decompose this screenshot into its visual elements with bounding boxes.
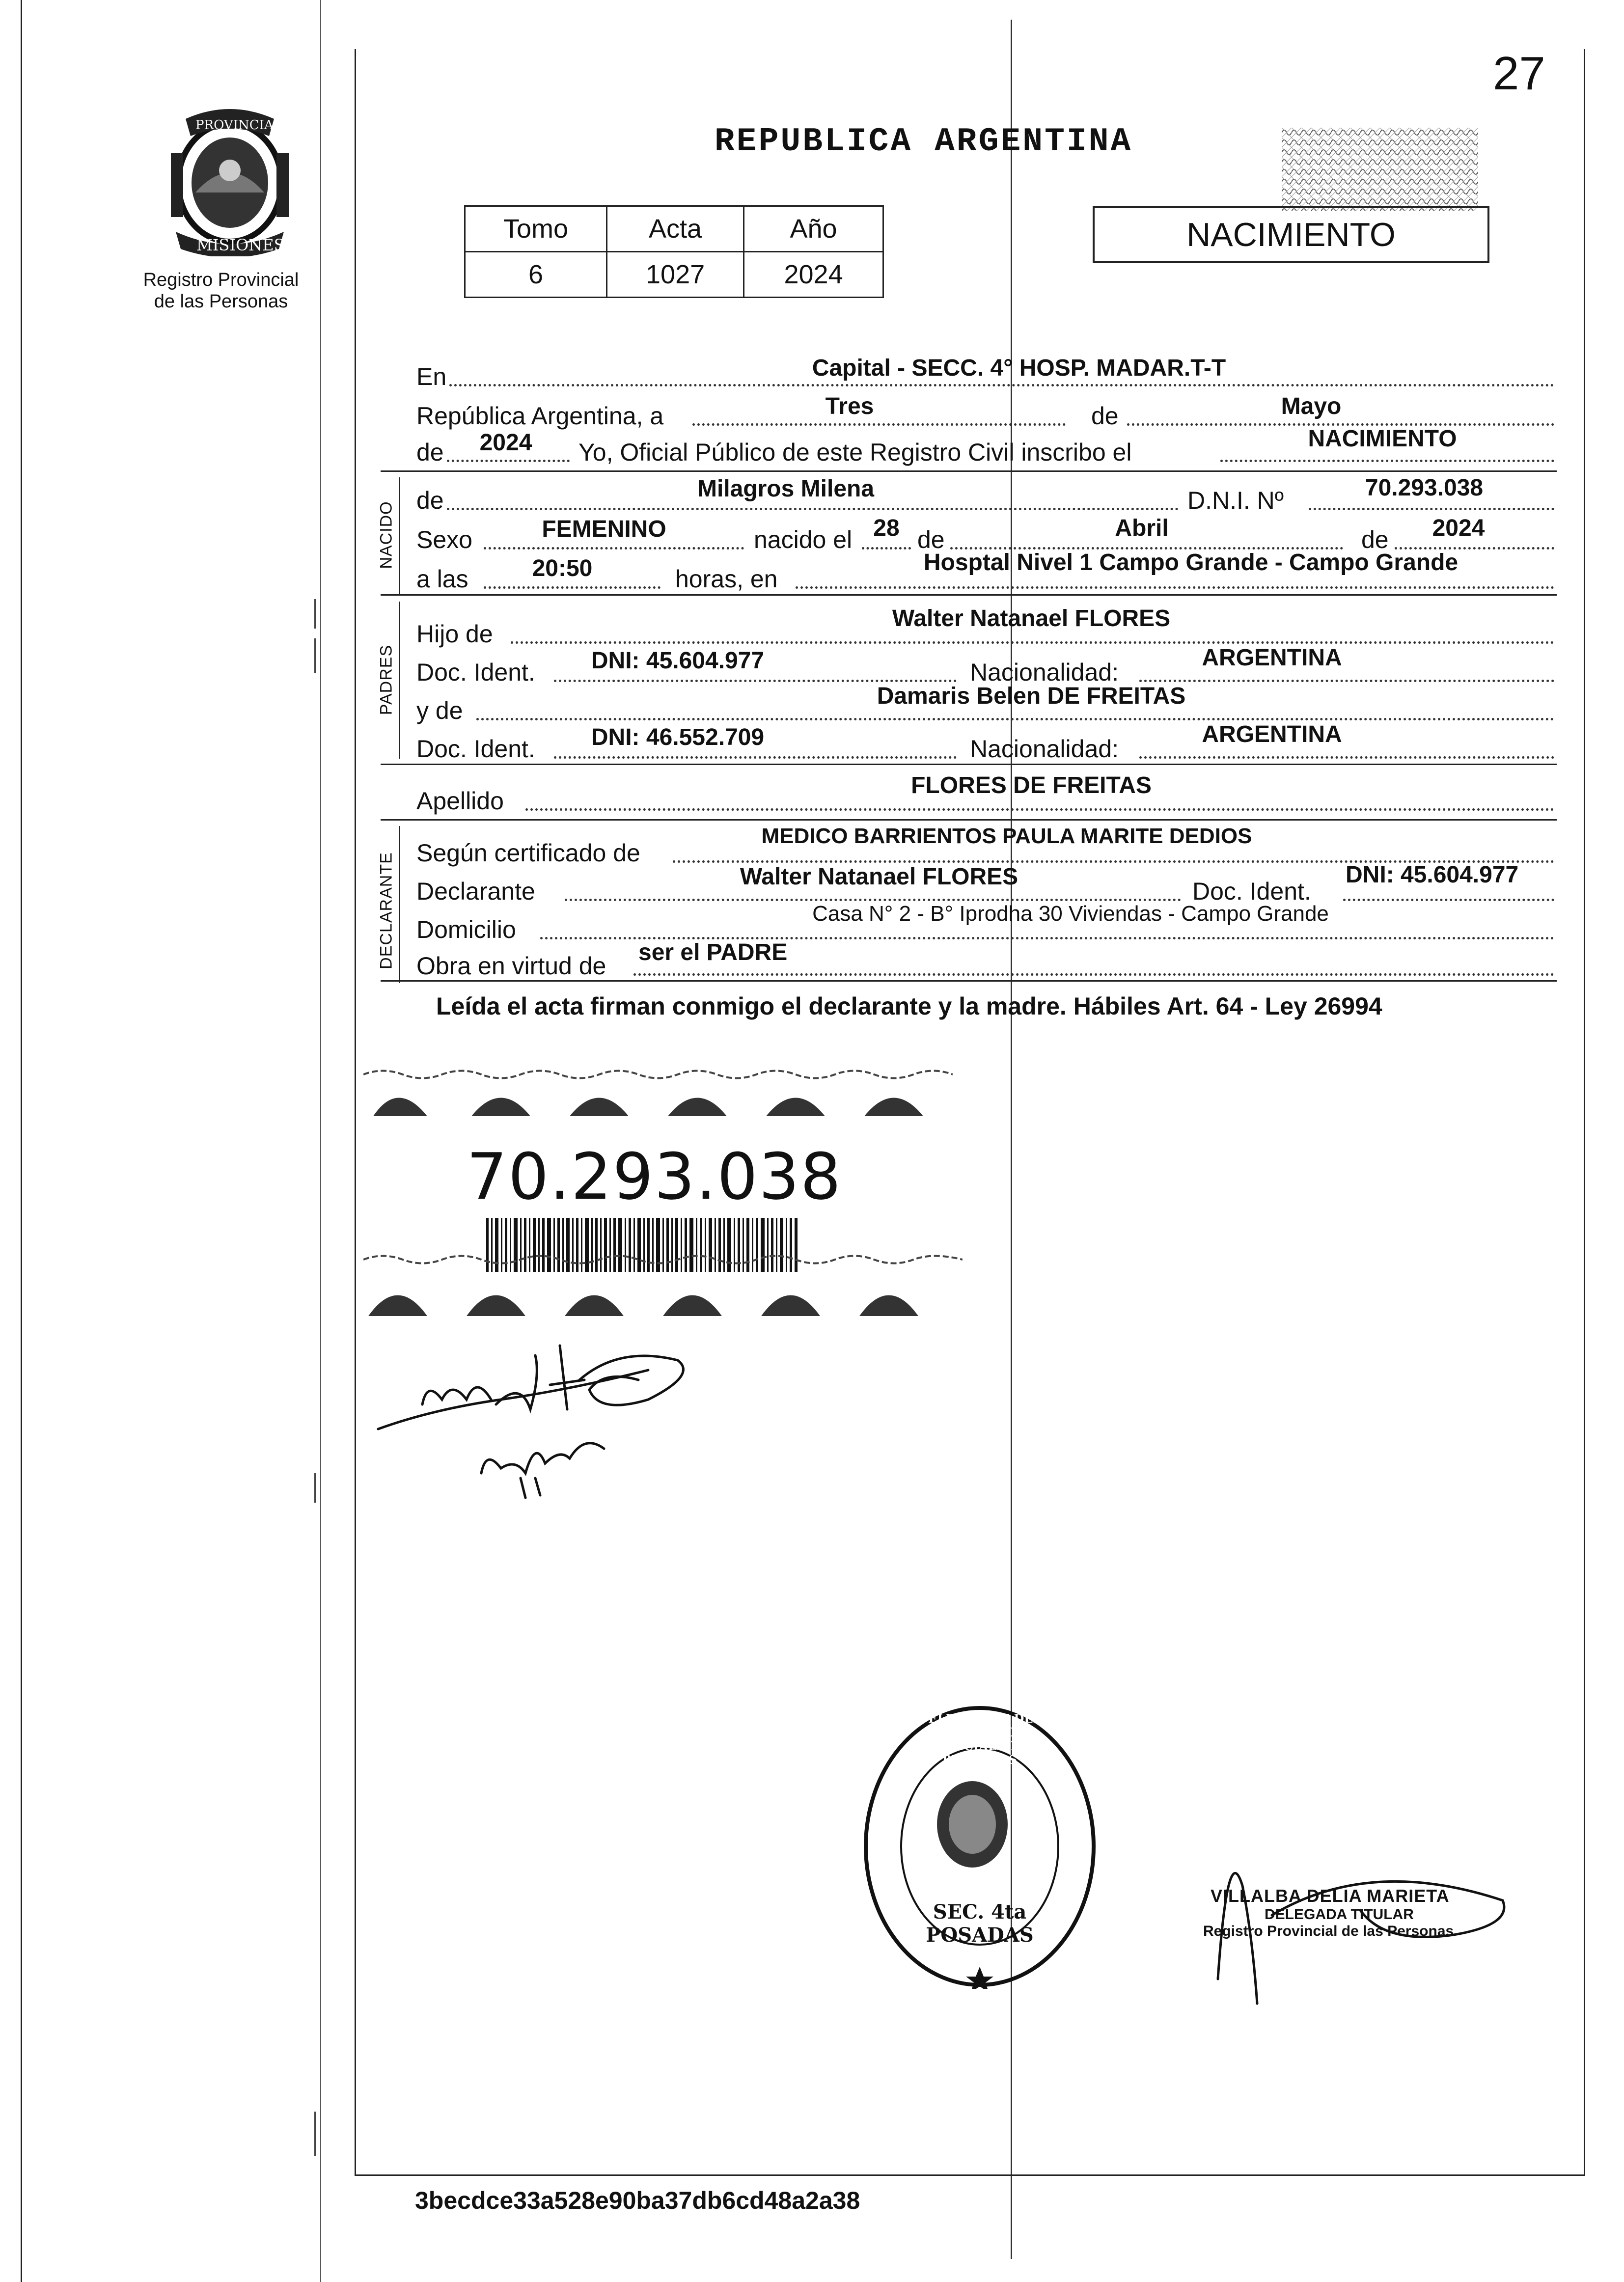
sticker-bottom-pattern [363, 1255, 963, 1319]
official-registry: Registro Provincial de las Personas [1203, 1923, 1454, 1939]
province-logo [156, 109, 303, 256]
left-margin-line [21, 0, 22, 2282]
official-name-block [1203, 1886, 1525, 1940]
en-value: Capital - SECC. 4° HOSP. MADAR.T-T [812, 355, 1226, 381]
republica-label: República Argentina, a [416, 402, 664, 430]
de-label: de [1091, 402, 1119, 430]
form-left-border [355, 49, 356, 2175]
father-dots [511, 641, 1554, 644]
nacido-bracket [399, 477, 400, 595]
mother-dots [476, 718, 1554, 720]
birth-year: 2024 [1432, 515, 1485, 541]
y-de-label: y de [416, 697, 463, 724]
declarant-signature [373, 1326, 727, 1503]
en-dots [449, 384, 1554, 386]
declarante-divider [381, 980, 1557, 982]
birth-time: 20:50 [532, 555, 593, 581]
domicilio-value: Casa N° 2 - B° Iprodha 30 Viviendas - Campo Grande [812, 902, 1329, 926]
declarante-side-label: DECLARANTE [377, 852, 396, 969]
declarante-doc-label: Doc. Ident. [1192, 878, 1311, 905]
inscribe-value: NACIMIENTO [1308, 426, 1457, 452]
certificado-label: Según certificado de [416, 839, 640, 867]
obra-label: Obra en virtud de [416, 952, 606, 980]
sticker-top-pattern [363, 1065, 953, 1119]
declarante-doc: DNI: 45.604.977 [1346, 862, 1519, 888]
bottom-rule [355, 2174, 1585, 2176]
mother-nat-dots [1139, 756, 1554, 759]
certificado-value: MEDICO BARRIENTOS PAULA MARITE DEDIOS [761, 824, 1252, 848]
book-value-acta: 1027 [607, 252, 744, 298]
logo-top-text: PROVINCIA DE [195, 118, 297, 133]
month-value: Mayo [1281, 393, 1342, 419]
scan-mark [314, 2112, 316, 2156]
nacido-side-label: NACIDO [377, 501, 396, 569]
father-doc-label: Doc. Ident. [416, 659, 535, 686]
name-dots [447, 508, 1179, 510]
apellido-label: Apellido [416, 787, 504, 815]
book-table [464, 205, 884, 298]
declarante-label: Declarante [416, 878, 535, 905]
nacido-de3-label: de [1361, 526, 1389, 553]
nacido-de2-label: de [917, 526, 945, 553]
oficial-text: Yo, Oficial Público de este Registro Civil inscribo el [578, 439, 1132, 466]
mother-nationality: ARGENTINA [1202, 721, 1342, 747]
scan-mark [314, 1473, 316, 1503]
mother-name: Damaris Belen DE FREITAS [877, 683, 1186, 709]
apellido-divider [381, 819, 1557, 821]
father-nat-label: Nacionalidad: [970, 659, 1119, 686]
child-name: Milagros Milena [697, 476, 875, 502]
father-name: Walter Natanael FLORES [892, 605, 1171, 632]
child-sexo: FEMENINO [542, 516, 666, 542]
father-doc-dots [554, 680, 957, 682]
act-type-box: NACIMIENTO [1093, 206, 1489, 263]
sexo-label: Sexo [416, 526, 472, 553]
book-value-tomo: 6 [465, 252, 607, 298]
official-role: DELEGADA TITULAR [1265, 1906, 1414, 1923]
surname: FLORES DE FREITAS [911, 772, 1152, 798]
time-dots [484, 586, 661, 589]
hijo-de-label: Hijo de [416, 620, 493, 648]
nacido-el-label: nacido el [754, 526, 853, 553]
apellido-dots [525, 808, 1554, 811]
declarante-bracket [399, 826, 400, 983]
declarante-doc-dots [1343, 899, 1554, 901]
father-nat-dots [1139, 680, 1554, 682]
place-dots [796, 586, 1554, 589]
nacido-divider [381, 594, 1557, 596]
declarante-name: Walter Natanael FLORES [740, 864, 1018, 890]
padres-side-label: PADRES [377, 644, 396, 715]
en-label: En [416, 363, 447, 390]
child-dni: 70.293.038 [1365, 475, 1484, 501]
official-name: VILLALBA DELIA MARIETA [1211, 1886, 1450, 1906]
scan-mark [314, 638, 316, 673]
de2-label: de [416, 439, 444, 466]
dni-dots [1309, 508, 1554, 510]
birth-month: Abril [1115, 515, 1169, 541]
mother-doc-label: Doc. Ident. [416, 735, 535, 763]
sexo-dots [484, 547, 744, 550]
book-header-ano: Año [744, 206, 883, 252]
registry-line2: de las Personas [154, 291, 288, 312]
book-header-tomo: Tomo [465, 206, 607, 252]
padres-divider [381, 764, 1557, 765]
stamp-inner-text: SEC. 4ta POSADAS [926, 1900, 1034, 1947]
stamp-ring-text: DELEGACION DEL REGISTRO PROVINCIAL DE LAS PERSONAS [909, 1711, 1050, 1767]
a-las-label: a las [416, 565, 468, 593]
declarante-dots [565, 899, 1181, 901]
page-number: 27 [1493, 47, 1545, 100]
year-dots [447, 460, 570, 462]
sticker-number: 70.293.038 [467, 1139, 842, 1214]
dni-label: D.N.I. Nº [1187, 487, 1284, 514]
official-stamp [862, 1704, 1098, 1989]
closing-statement: Leída el acta firman conmigo el declarante y la madre. Hábiles Art. 64 - Ley 26994 [436, 992, 1382, 1020]
inscribe-dots [1220, 460, 1554, 462]
left-binding-line [320, 0, 321, 2282]
logo-bottom-text: MISIONES [196, 236, 285, 254]
father-doc: DNI: 45.604.977 [591, 648, 765, 674]
father-nationality: ARGENTINA [1202, 645, 1342, 671]
birth-place: Hosptal Nivel 1 Campo Grande - Campo Grande [923, 550, 1459, 576]
document-title: REPUBLICA ARGENTINA [715, 123, 1133, 161]
document-hash: 3becdce33a528e90ba37db6cd48a2a38 [415, 2187, 860, 2214]
scan-mark [314, 599, 316, 629]
obra-dots [633, 973, 1554, 976]
mother-doc: DNI: 46.552.709 [591, 724, 765, 750]
birth-day: 28 [873, 515, 900, 541]
book-value-ano: 2024 [744, 252, 883, 298]
security-pattern [1282, 128, 1478, 211]
form-right-border [1584, 49, 1585, 2175]
registry-line1: Registro Provincial [143, 270, 299, 290]
registry-name [133, 269, 309, 312]
book-header-acta: Acta [607, 206, 744, 252]
day-value: Tres [825, 393, 874, 419]
obra-value: ser el PADRE [638, 939, 788, 965]
nacido-de-label: de [416, 487, 444, 514]
domicilio-label: Domicilio [416, 916, 516, 943]
mother-doc-dots [554, 756, 957, 759]
mother-nat-label: Nacionalidad: [970, 735, 1119, 763]
year-value: 2024 [479, 430, 532, 456]
horas-en-label: horas, en [675, 565, 778, 593]
padres-bracket [399, 602, 400, 759]
day-dots [692, 423, 1066, 426]
intro-divider [381, 470, 1557, 472]
